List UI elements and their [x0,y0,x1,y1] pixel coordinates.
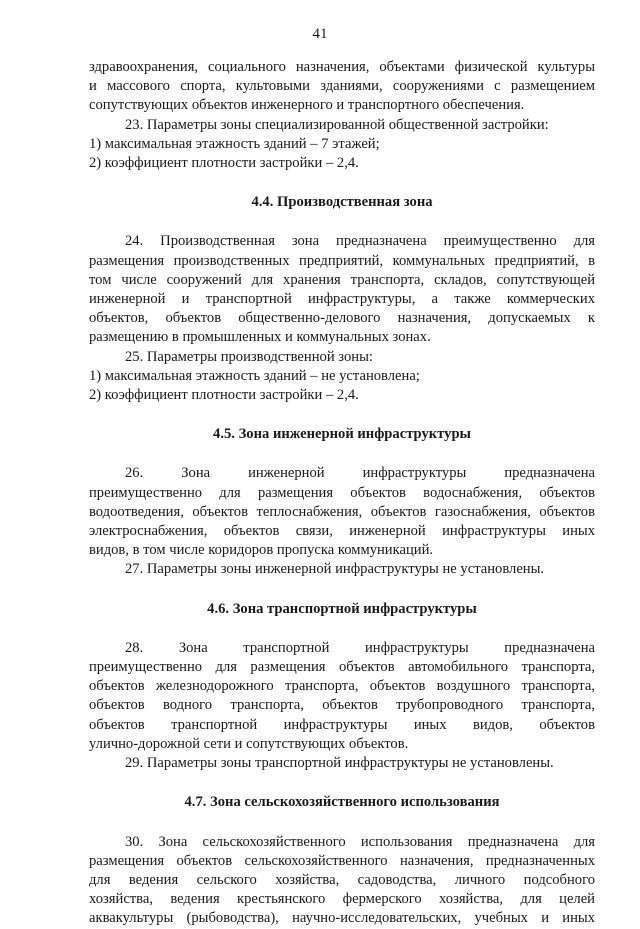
paragraph-line: здравоохранения, социального назначения, объектами физической культуры [89,59,595,75]
paragraph-line: размещению в промышленных и коммунальных зонах. [89,329,431,346]
paragraph-29: 29. Параметры зоны транспортной инфраструктуры не установлены. [125,755,554,772]
section-heading-4-4: 4.4. Производственная зона [251,194,433,211]
paragraph-line: том числе сооружений для хранения транспорта, складов, сопутствующей [89,271,595,288]
paragraph-30: 30. Зона сельскохозяйственного использования предназначена для [125,833,595,850]
document-body [89,58,595,929]
paragraph-line: объектов железнодорожного транспорта, объектов воздушного транспорта, [89,678,595,695]
paragraph-line: размещения объектов сельскохозяйственного назначения, предназначенных [89,852,595,869]
paragraph-27: 27. Параметры зоны инженерной инфраструктуры не установлены. [125,561,545,578]
paragraph-line: сопутствующих объектов инженерного и транспортного обеспечения. [89,97,525,114]
list-item: 2) коэффициент плотности застройки – 2,4. [89,155,359,172]
paragraph-line: водоотведения, объектов теплоснабжения, объектов газоснабжения, объектов [89,503,595,520]
paragraph-28: 28. Зона транспортной инфраструктуры предназначена [125,639,595,656]
paragraph-line: преимущественно для размещения объектов автомобильного транспорта, [89,659,595,676]
paragraph-26: 26. Зона инженерной инфраструктуры предназначена [125,465,595,482]
paragraph-line: инженерной и транспортной инфраструктуры, а также коммерческих [89,291,595,308]
paragraph-line: видов, в том числе коридоров пропуска коммуникаций. [89,542,434,559]
section-heading-4-6: 4.6. Зона транспортной инфраструктуры [207,600,477,617]
paragraph-line: объектов водного транспорта, объектов трубопроводного транспорта, [89,697,595,714]
paragraph-line: хозяйства, ведения крестьянского фермерского хозяйства, для целей [89,891,595,908]
paragraph-line: объектов транспортной инфраструктуры иных видов, объектов [89,716,595,733]
paragraph-line: для ведения сельского хозяйства, садоводства, личного подсобного [89,871,595,888]
paragraph-line: и массового спорта, культовыми зданиями, сооружениями с размещением [89,78,595,95]
section-heading-4-5: 4.5. Зона инженерной инфраструктуры [213,426,471,443]
paragraph-25: 25. Параметры производственной зоны: [125,348,373,365]
list-item: 1) максимальная этажность зданий – не установлена; [89,367,420,384]
paragraph-23: 23. Параметры зоны специализированной общественной застройки: [125,116,549,133]
paragraph-line: электроснабжения, объектов связи, инженерной инфраструктуры иных [89,523,595,540]
paragraph-line: объектов, объектов общественно-делового назначения, допускаемых к [89,310,595,327]
page-number: 41 [312,26,328,42]
list-item: 1) максимальная этажность зданий – 7 этажей; [89,135,380,152]
paragraph-line: улично-дорожной сети и сопутствующих объектов. [89,735,409,752]
section-heading-4-7: 4.7. Зона сельскохозяйственного использования [184,794,500,811]
paragraph-line: преимущественно для размещения объектов водоснабжения, объектов [89,484,595,501]
paragraph-line: аквакультуры (рыбоводства), научно-исследовательских, учебных и иных [89,910,595,927]
paragraph-24: 24. Производственная зона предназначена преимущественно для [125,233,595,250]
paragraph-line: размещения производственных предприятий, коммунальных предприятий, в [89,252,595,269]
list-item: 2) коэффициент плотности застройки – 2,4. [89,387,359,404]
